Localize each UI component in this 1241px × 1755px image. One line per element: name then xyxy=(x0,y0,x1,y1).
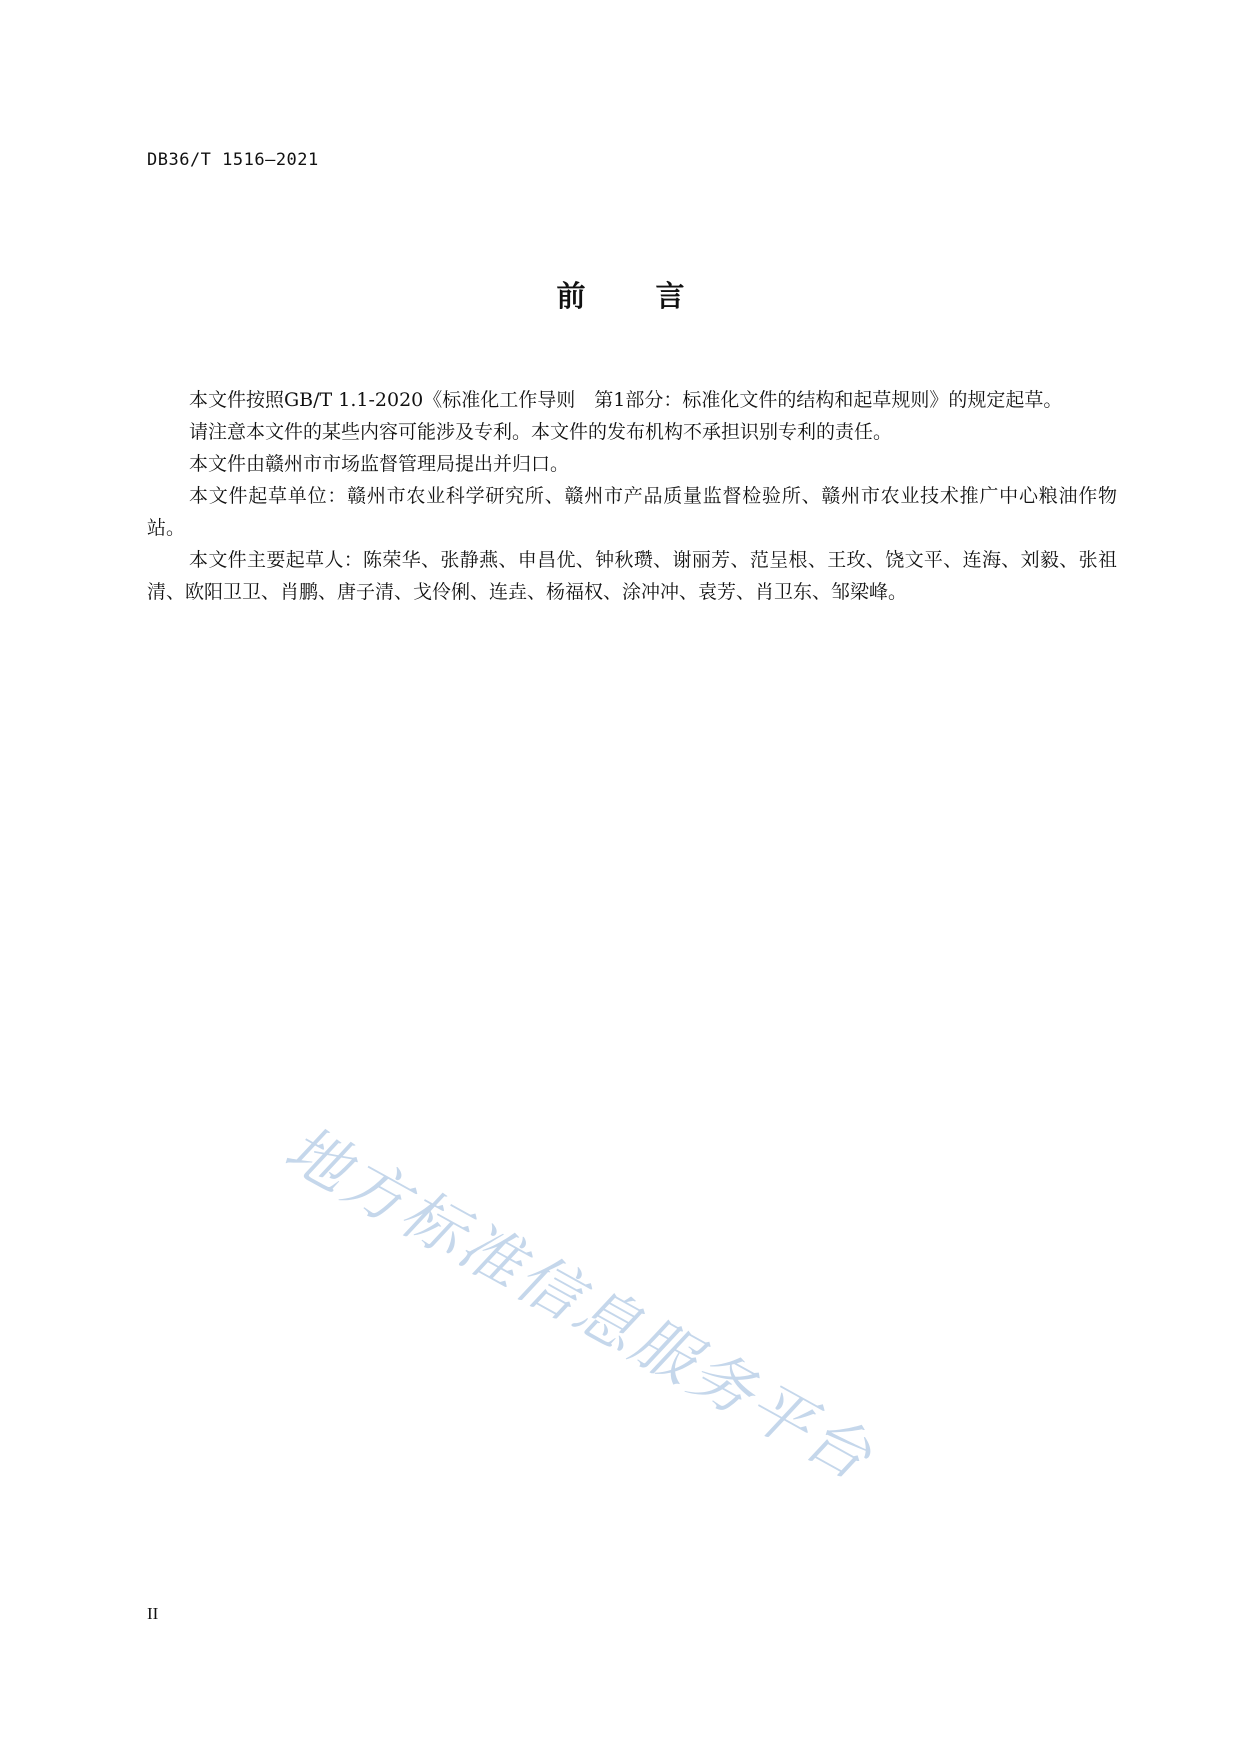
foreword-body xyxy=(147,384,1117,608)
paragraph-proposer: 本文件由赣州市市场监督管理局提出并归口。 xyxy=(189,453,570,475)
document-code: DB36/T 1516—2021 xyxy=(147,150,319,170)
page-number: II xyxy=(147,1604,159,1623)
title-char-2: 言 xyxy=(655,279,685,313)
title-char-1: 前 xyxy=(556,279,586,313)
paragraph-drafting-rules: 本文件按照GB/T 1.1-2020《标准化工作导则 第1部分：标准化文件的结构和起草规则》的规定起草。 xyxy=(189,389,1063,411)
page-title xyxy=(0,274,1241,315)
watermark: 地方标准信息服务平台 xyxy=(273,1111,886,1496)
paragraph-drafting-units: 本文件起草单位：赣州市农业科学研究所、赣州市产品质量监督检验所、赣州市农业技术推广中心粮油作物站。 xyxy=(147,485,1117,539)
paragraph-patent-notice: 请注意本文件的某些内容可能涉及专利。本文件的发布机构不承担识别专利的责任。 xyxy=(189,421,893,443)
paragraph-drafters: 本文件主要起草人：陈荣华、张静燕、申昌优、钟秋瓒、谢丽芳、范呈根、王玫、饶文平、连海、刘毅、张祖清、欧阳卫卫、肖鹏、唐子清、戈伶俐、连垚、杨福权、涂冲冲、袁芳、肖卫东、邹梁峰。 xyxy=(147,549,1117,603)
